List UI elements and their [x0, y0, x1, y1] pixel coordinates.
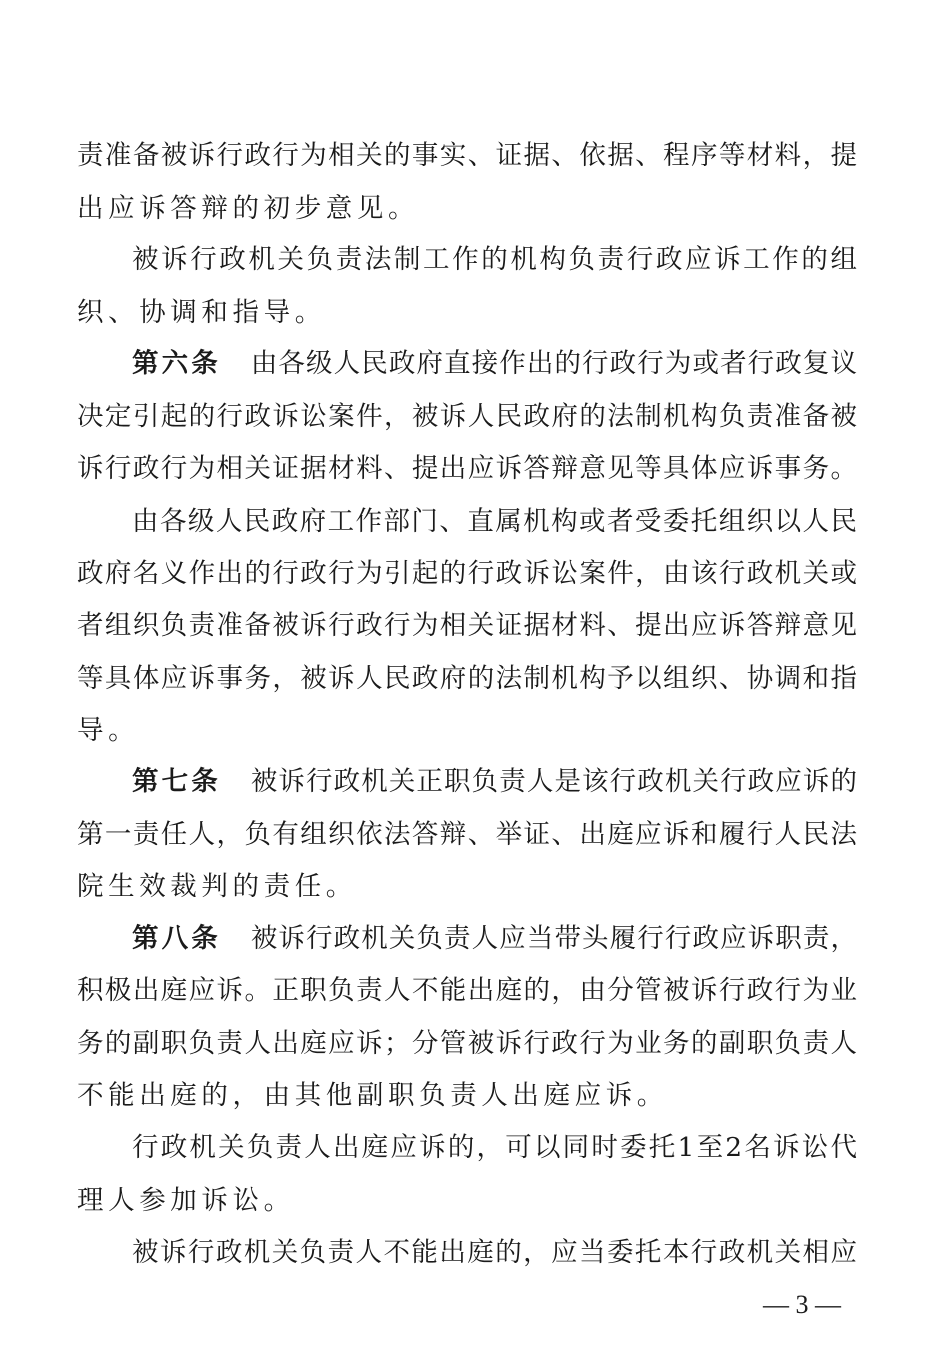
text-line: 被诉行政机关负责法制工作的机构负责行政应诉工作的组	[132, 244, 857, 275]
text-line: 者组织负责准备被诉行政行为相关证据材料、提出应诉答辩意见	[77, 610, 857, 641]
text-line: 务的副职负责人出庭应诉；分管被诉行政行为业务的副职负责人	[77, 1028, 857, 1059]
text-line: 行政机关负责人出庭应诉的，可以同时委托1至2名诉讼代	[132, 1132, 857, 1163]
text-line: 诉行政行为相关证据材料、提出应诉答辩意见等具体应诉事务。	[77, 453, 857, 484]
text-line: 不能出庭的，由其他副职负责人出庭应诉。	[77, 1080, 668, 1111]
text-line: 院生效裁判的责任。	[77, 871, 357, 902]
text-line: 理人参加诉讼。	[77, 1185, 295, 1216]
text-line: 积极出庭应诉。正职负责人不能出庭的，由分管被诉行政行为业	[77, 975, 857, 1006]
text-line: 由各级人民政府工作部门、直属机构或者受委托组织以人民	[132, 506, 857, 537]
text-line: 导。	[77, 715, 140, 746]
text-span: 由各级人民政府直接作出的行政行为或者行政复议	[250, 348, 857, 379]
text-line: 等具体应诉事务，被诉人民政府的法制机构予以组织、协调和指	[77, 663, 857, 694]
text-line: 被诉行政机关负责人不能出庭的，应当委托本行政机关相应	[132, 1237, 857, 1268]
article-6-line	[132, 344, 857, 384]
article-heading: 第八条	[132, 923, 221, 954]
text-span: 被诉行政机关负责人应当带头履行行政应诉职责，	[250, 923, 857, 954]
text-line: 织、协调和指导。	[77, 297, 326, 328]
text-line: 第一责任人，负有组织依法答辩、举证、出庭应诉和履行人民法	[77, 819, 857, 850]
article-heading: 第七条	[132, 766, 221, 797]
text-line: 政府名义作出的行政行为引起的行政诉讼案件，由该行政机关或	[77, 558, 857, 589]
text-line: 责准备被诉行政行为相关的事实、证据、依据、程序等材料，提	[77, 140, 857, 171]
page-number: — 3 —	[763, 1290, 841, 1319]
article-heading: 第六条	[132, 348, 221, 379]
article-7-line	[132, 762, 857, 802]
text-span: 被诉行政机关正职负责人是该行政机关行政应诉的	[250, 766, 857, 797]
text-line: 决定引起的行政诉讼案件，被诉人民政府的法制机构负责准备被	[77, 401, 857, 432]
text-line: 出应诉答辩的初步意见。	[77, 193, 420, 224]
article-8-line	[132, 919, 857, 959]
